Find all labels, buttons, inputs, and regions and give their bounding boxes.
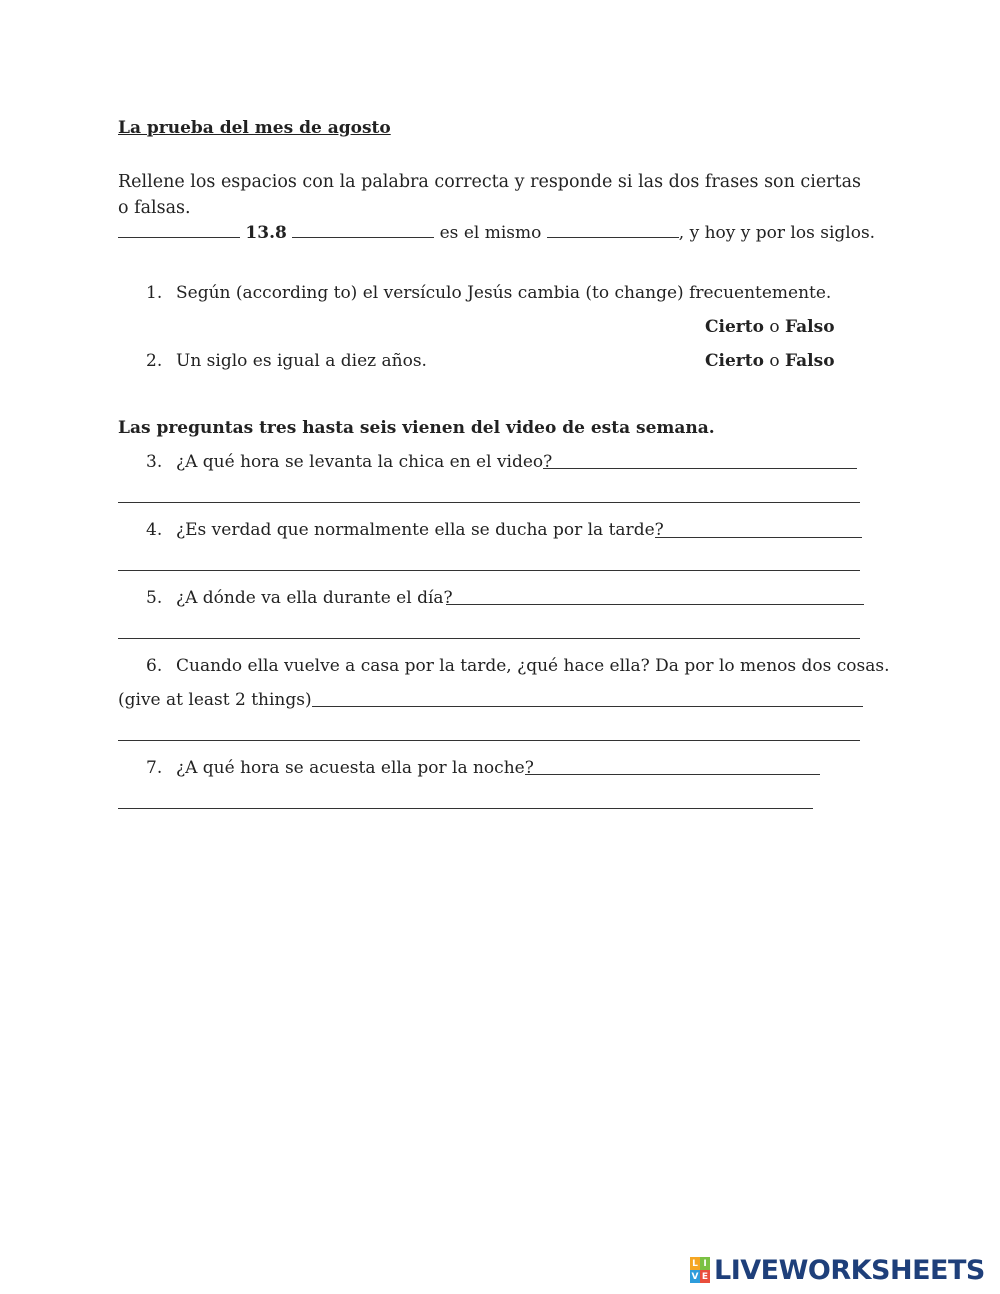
answer-line-3b[interactable]: [118, 502, 860, 503]
question-continuation-6: (give at least 2 things): [118, 690, 312, 710]
verse-text-1: es el mismo: [439, 223, 542, 243]
or-text-1: o: [769, 317, 780, 337]
answer-line-4b[interactable]: [118, 570, 860, 571]
tf-statement-2: Un siglo es igual a diez años.: [176, 351, 427, 371]
answer-line-5a[interactable]: [446, 604, 864, 605]
answer-line-6a[interactable]: [312, 706, 863, 707]
tf-number-1: 1.: [146, 283, 163, 303]
question-text-3: ¿A qué hora se levanta la chica en el video?: [176, 452, 553, 472]
instructions-text: Rellene los espacios con la palabra correcta y responde si las dos frases son ciertas o falsas.: [118, 172, 861, 218]
badge-letter: V: [691, 1271, 699, 1282]
badge-letter: L: [690, 1257, 700, 1270]
verse-blank-3[interactable]: [547, 221, 679, 238]
tf-statement-1: Según (according to) el versículo Jesús cambia (to change) frecuentemente.: [176, 283, 832, 303]
section-heading: Las preguntas tres hasta seis vienen del video de esta semana.: [118, 418, 715, 438]
badge-letter: I: [700, 1257, 710, 1270]
answer-line-7a[interactable]: [525, 774, 820, 775]
answer-line-3a[interactable]: [543, 468, 857, 469]
question-text-5: ¿A dónde va ella durante el día?: [176, 588, 453, 608]
cierto-option-2[interactable]: Cierto: [705, 351, 764, 371]
falso-option-1[interactable]: Falso: [785, 317, 835, 337]
tf-number-2: 2.: [146, 351, 163, 371]
tf-choice-1: [705, 316, 835, 338]
answer-line-5b[interactable]: [118, 638, 860, 639]
page-title: La prueba del mes de agosto: [118, 118, 391, 138]
question-number-7: 7.: [146, 758, 163, 778]
question-text-4: ¿Es verdad que normalmente ella se ducha por la tarde?: [176, 520, 664, 540]
verse-fill-line: [118, 221, 875, 244]
question-number-5: 5.: [146, 588, 163, 608]
verse-blank-1[interactable]: [118, 221, 240, 238]
cierto-option-1[interactable]: Cierto: [705, 317, 764, 337]
question-text-6: Cuando ella vuelve a casa por la tarde, ¿qué hace ella? Da por lo menos dos cosas.: [176, 656, 890, 676]
verse-blank-2[interactable]: [292, 221, 434, 238]
logo-text: LIVEWORKSHEETS: [714, 1254, 985, 1286]
falso-option-2[interactable]: Falso: [785, 351, 835, 371]
badge-letter: E: [701, 1271, 709, 1282]
question-number-3: 3.: [146, 452, 163, 472]
verse-reference: 13.8: [245, 223, 287, 243]
answer-line-7b[interactable]: [118, 808, 813, 809]
tf-choice-2: [705, 350, 835, 372]
or-text-2: o: [769, 351, 780, 371]
question-number-4: 4.: [146, 520, 163, 540]
answer-line-6b[interactable]: [118, 740, 860, 741]
question-text-7: ¿A qué hora se acuesta ella por la noche?: [176, 758, 534, 778]
logo-badge-icon: [690, 1257, 710, 1283]
answer-line-4a[interactable]: [655, 537, 862, 538]
verse-text-2: , y hoy y por los siglos.: [678, 223, 876, 243]
question-number-6: 6.: [146, 656, 163, 676]
liveworksheets-logo[interactable]: [690, 1253, 985, 1287]
